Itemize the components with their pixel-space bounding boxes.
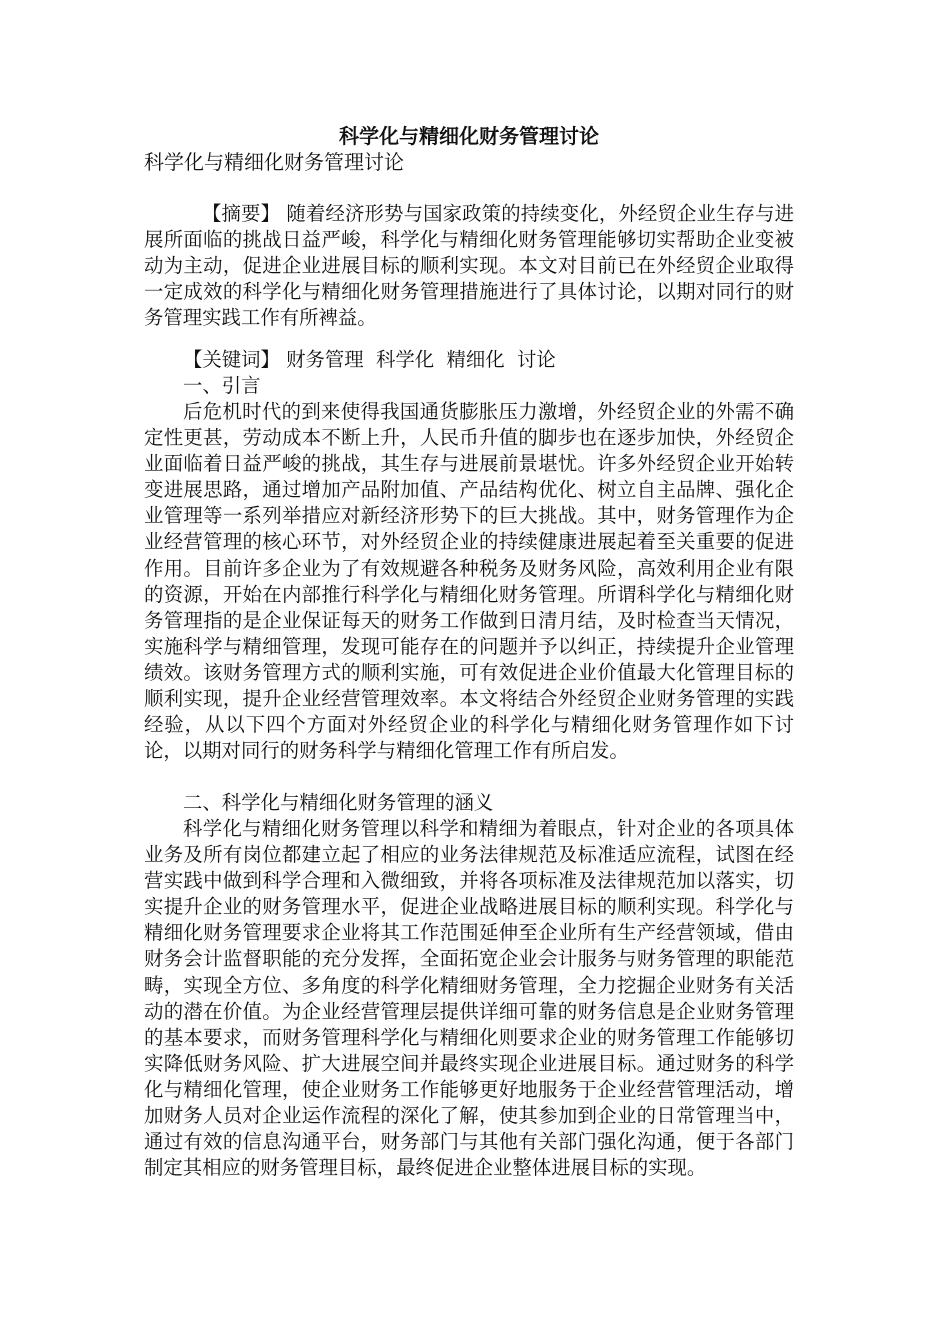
document-subtitle: 科学化与精细化财务管理讨论 [144, 150, 404, 174]
section-body-meaning: 科学化与精细化财务管理以科学和精细为着眼点，针对企业的各项具体业务及所有岗位都建立起了相应的业务法律规范及标准适应流程，试图在经营实践中做到科学合理和入微细致，并将各项标准及法律规范加以落实，切实提升企业的财务管理水平，促进企业战略进展目标的顺利实现。科学化与精细化财务管理要求企业将其工作范围延伸至企业所有生产经营领域，借由财务会计监督职能的充分发挥，全面拓宽企业会计服务与财务管理的职能范畴，实现全方位、多角度的科学化精细财务管理，全力挖掘企业财务有关活动的潜在价值。为企业经营管理层提供详细可靠的财务信息是企业财务管理的基本要求，而财务管理科学化与精细化则要求企业的财务管理工作能够切实降低财务风险、扩大进展空间并最终实现企业进展目标。通过财务的科学化与精细化管理，使企业财务工作能够更好地服务于企业经营管理活动，增加财务人员对企业运作流程的深化了解，使其参加到企业的日常管理当中，通过有效的信息沟通平台，财务部门与其他有关部门强化沟通，便于各部门制定其相应的财务管理目标，最终促进企业整体进展目标的实现。 [144, 817, 794, 1180]
abstract-paragraph: 【摘要】 随着经济形势与国家政策的持续变化，外经贸企业生存与进展所面临的挑战日益严峻，科学化与精细化财务管理能够切实帮助企业变被动为主动，促进企业进展目标的顺利实现。本文对目前已在外经贸企业取得一定成效的科学化与精细化财务管理措施进行了具体讨论，以期对同行的财务管理实践工作有所裨益。 [144, 202, 794, 330]
section-heading-meaning: 二、科学化与精细化财务管理的涵义 [183, 791, 494, 814]
keywords-line: 【关键词】 财务管理 科学化 精细化 讨论 [183, 348, 556, 371]
section-heading-introduction: 一、引言 [183, 374, 261, 397]
section-body-introduction: 后危机时代的到来使得我国通货膨胀压力激增，外经贸企业的外需不确定性更甚，劳动成本不断上升，人民币升值的脚步也在逐步加快，外经贸企业面临着日益严峻的挑战，其生存与进展前景堪忧。许多外经贸企业开始转变进展思路，通过增加产品附加值、产品结构优化、树立自主品牌、强化企业管理等一系列举措应对新经济形势下的巨大挑战。其中，财务管理作为企业经营管理的核心环节，对外经贸企业的持续健康进展起着至关重要的促进作用。目前许多企业为了有效规避各种税务及财务风险，高效利用企业有限的资源，开始在内部推行科学化与精细化财务管理。所谓科学化与精细化财务管理指的是企业保证每天的财务工作做到日清月结，及时检查当天情况，实施科学与精细管理，发现可能存在的问题并予以纠正，持续提升企业管理绩效。该财务管理方式的顺利实施，可有效促进企业价值最大化管理目标的顺利实现，提升企业经营管理效率。本文将结合外经贸企业财务管理的实践经验，从以下四个方面对外经贸企业的科学化与精细化财务管理作如下讨论，以期对同行的财务科学与精细化管理工作有所启发。 [144, 400, 794, 763]
document-title: 科学化与精细化财务管理讨论 [339, 124, 599, 148]
